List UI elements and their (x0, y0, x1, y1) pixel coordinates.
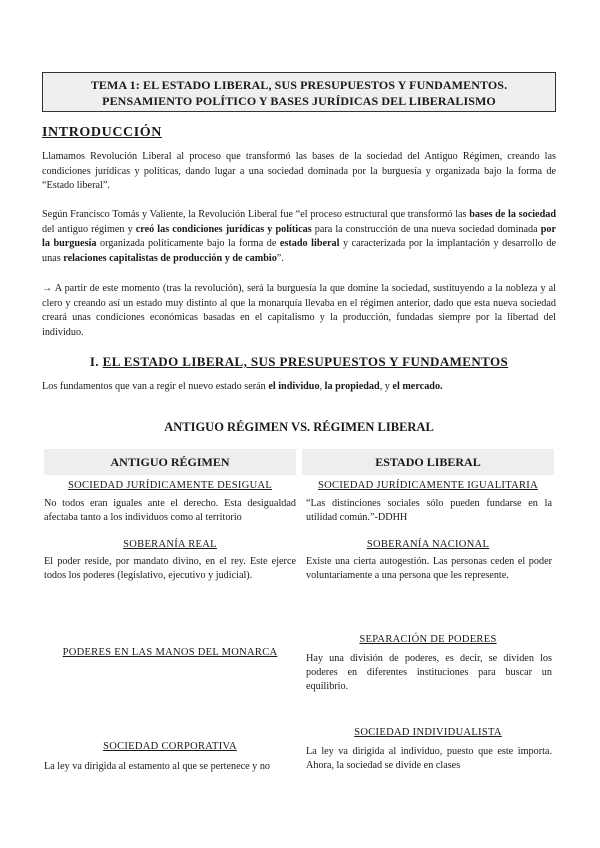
left-text-sociedad-desigual: No todos eran iguales ante el derecho. Esta desigualdad afectaba tanto a los individuos como al territorio (44, 498, 296, 523)
document-title-box (42, 72, 556, 112)
left-text-sociedad-corporativa: La ley va dirigida al estamento al que se pertenece y no (44, 761, 271, 772)
intro-heading: INTRODUCCIÓN (42, 125, 162, 140)
column-header-antiguo-regimen: ANTIGUO RÉGIMEN (44, 449, 296, 475)
right-text-separacion-poderes: Hay una división de poderes, es decir, se dividen los poderes en diferentes instituciones para buscar un equilibrio. (306, 653, 552, 692)
right-text-soberania-nacional: Existe una cierta autogestión. Las personas ceden el poder voluntariamente a una persona que les represente. (306, 556, 552, 581)
intro-paragraph-2: Según Francisco Tomás y Valiente, la Revolución Liberal fue “el proceso estructural que transformó las bases de la sociedad del antiguo régimen y creó las condiciones jurídicas y políticas para la construcción de una nueva sociedad dominada por la burguesía organizada políticamente bajo la forma de estado liberal y caracterizada por la implantación y desarrollo de unas relaciones capitalistas de producción y de cambio”. (42, 209, 557, 264)
right-text-sociedad-individualista: La ley va dirigida al individuo, puesto que este importa. Ahora, la sociedad se divide en clases (306, 746, 552, 771)
right-text-sociedad-igualitaria: “Las distinciones sociales sólo pueden fundarse en la utilidad común.”-DDHH (306, 498, 552, 523)
right-subheading-sociedad-individualista: SOCIEDAD INDIVIDUALISTA (354, 727, 502, 738)
column-header-estado-liberal: ESTADO LIBERAL (302, 449, 554, 475)
left-subheading-poderes-monarca: PODERES EN LAS MANOS DEL MONARCA (62, 647, 278, 658)
left-subheading-soberania-real: SOBERANÍA REAL (123, 539, 217, 550)
left-subheading-sociedad-corporativa: SOCIEDAD CORPORATIVA (103, 741, 237, 752)
section-1-heading: I. EL ESTADO LIBERAL, SUS PRESUPUESTOS Y FUNDAMENTOS (89, 354, 509, 369)
title-line-1: TEMA 1: EL ESTADO LIBERAL, SUS PRESUPUESTOS Y FUNDAMENTOS. (90, 78, 508, 92)
left-text-soberania-real: El poder reside, por mandato divino, en el rey. Este ejerce todos los poderes (legislativo, ejecutivo y judicial). (44, 556, 296, 581)
right-subheading-separacion-poderes: SEPARACIÓN DE PODERES (359, 634, 497, 645)
left-subheading-sociedad-desigual: SOCIEDAD JURÍDICAMENTE DESIGUAL (67, 480, 273, 491)
section-1-paragraph: Los fundamentos que van a regir el nuevo estado serán el individuo, la propiedad, y el mercado. (42, 381, 443, 392)
right-subheading-soberania-nacional: SOBERANÍA NACIONAL (366, 539, 490, 550)
intro-paragraph-3: → A partir de este momento (tras la revolución), será la burguesía la que domine la sociedad, sustituyendo a la nobleza y al clero y creando así un estado muy distinto al que la monarquía llevaba en el régimen anterior, dado que esta nueva sociedad creará unas condiciones económicas basadas en el capitalismo y la producción, fundadas siempre por la libertad del individuo. (42, 283, 556, 338)
right-subheading-sociedad-igualitaria: SOCIEDAD JURÍDICAMENTE IGUALITARIA (318, 480, 538, 491)
intro-paragraph-1: Llamamos Revolución Liberal al proceso que transformó las bases de la sociedad del Antiguo Régimen, creando las condiciones jurídicas y políticas, dando lugar a una sociedad dominada por la burguesía y organizada bajo la forma de “Estado liberal”. (42, 151, 556, 191)
comparison-title: ANTIGUO RÉGIMEN VS. RÉGIMEN LIBERAL (164, 420, 434, 434)
title-line-2: PENSAMIENTO POLÍTICO Y BASES JURÍDICAS DEL LIBERALISMO (102, 94, 496, 108)
